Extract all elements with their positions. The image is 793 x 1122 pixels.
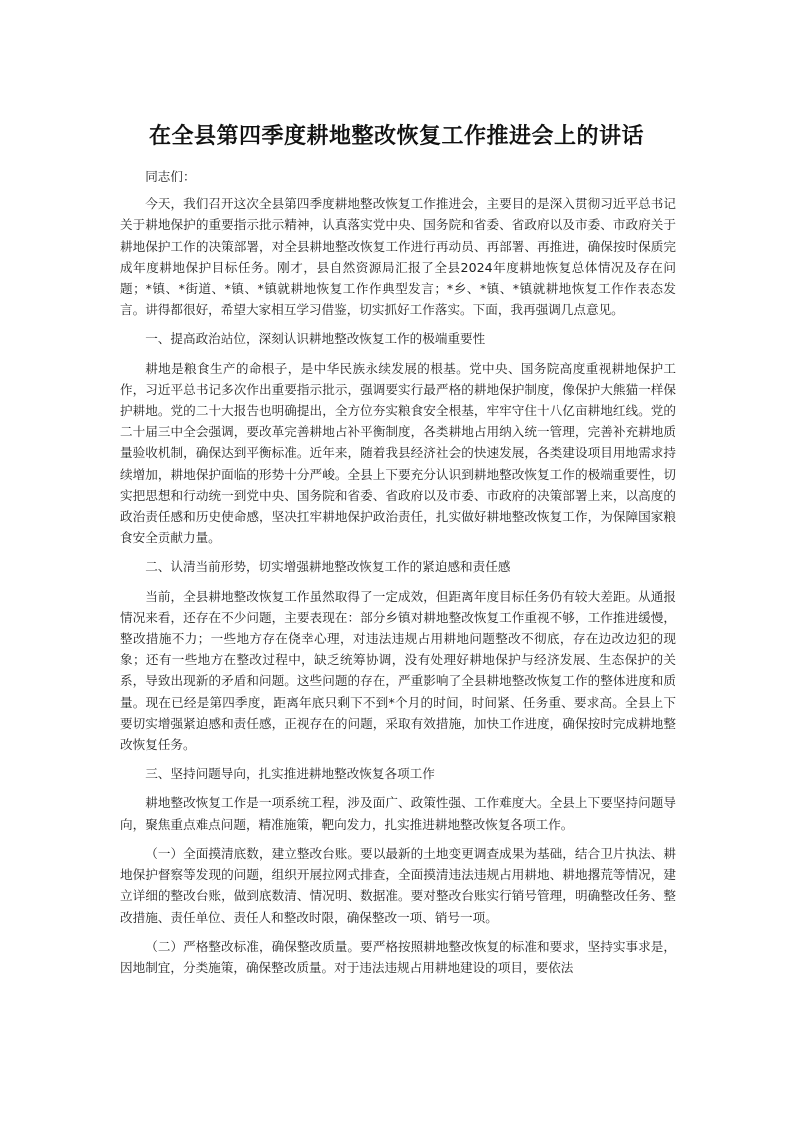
- document-body: [120, 166, 676, 986]
- paragraph-subsection-1: （一）全面摸清底数，建立整改台账。要以最新的土地变更调查成果为基础，结合卫片执法、耕地保护督察等发现的问题，组织开展拉网式排查，全面摸清违法违规占用耕地、耕地撂荒等情况，建立详细的整改台账，做到底数清、情况明、数据准。要对整改台账实行销号管理，明确整改任务、整改措施、责任单位、责任人和整改时限，确保整改一项、销号一项。: [120, 845, 676, 925]
- paragraph-section-3-intro: 耕地整改恢复工作是一项系统工程，涉及面广、政策性强、工作难度大。全县上下要坚持问题导向，聚焦重点难点问题，精准施策，靶向发力，扎实推进耕地整改恢复各项工作。: [120, 795, 676, 832]
- paragraph-subsection-2: （二）严格整改标准，确保整改质量。要严格按照耕地整改恢复的标准和要求，坚持实事求是，因地制宜，分类施策，确保整改质量。对于违法违规占用耕地建设的项目，要依法: [120, 938, 676, 975]
- document-title: 在全县第四季度耕地整改恢复工作推进会上的讲话: [148, 123, 644, 149]
- section-heading-1: 一、提高政治站位，深刻认识耕地整改恢复工作的极端重要性: [145, 331, 486, 347]
- salutation: 同志们：: [145, 169, 196, 184]
- paragraph-opening: 今天，我们召开这次全县第四季度耕地整改恢复工作推进会，主要目的是深入贯彻习近平总书记关于耕地保护的重要指示批示精神，认真落实党中央、国务院和省委、省政府以及市委、市政府关于耕地保护工作的决策部署，对全县耕地整改恢复工作进行再动员、再部署、再推进，确保按时保质完成年度耕地保护目标任务。刚才，县自然资源局汇报了全县2024年度耕地恢复总体情况及存在问题；*镇、*街道、*镇、*镇就耕地恢复工作作典型发言；*乡、*镇、*镇就耕地恢复工作作表态发言。讲得都很好，希望大家相互学习借鉴，切实抓好工作落实。下面，我再强调几点意见。: [120, 196, 676, 318]
- paragraph-section-2: 当前，全县耕地整改恢复工作虽然取得了一定成效，但距离年度目标任务仍有较大差距。从通报情况来看，还存在不少问题，主要表现在：部分乡镇对耕地整改恢复工作重视不够，工作推进缓慢，整改措施不力；一些地方存在侥幸心理，对违法违规占用耕地问题整改不彻底，存在边改边犯的现象；还有一些地方在整改过程中，缺乏统筹协调，没有处理好耕地保护与经济发展、生态保护的关系，导致出现新的矛盾和问题。这些问题的存在，严重影响了全县耕地整改恢复工作的整体进度和质量。现在已经是第四季度，距离年底只剩下不到*个月的时间，时间紧、任务重、要求高。全县上下要切实增强紧迫感和责任感，正视存在的问题，采取有效措施，加快工作进度，确保按时完成耕地整改恢复任务。: [120, 588, 676, 753]
- section-heading-2: 二、认清当前形势，切实增强耕地整改恢复工作的紧迫感和责任感: [145, 559, 511, 575]
- paragraph-section-1: 耕地是粮食生产的命根子，是中华民族永续发展的根基。党中央、国务院高度重视耕地保护工作，习近平总书记多次作出重要指示批示，强调要实行最严格的耕地保护制度，像保护大熊猫一样保护耕地。党的二十大报告也明确提出，全方位夯实粮食安全根基，牢牢守住十八亿亩耕地红线。党的二十届三中全会强调，要改革完善耕地占补平衡制度，各类耕地占用纳入统一管理，完善补充耕地质量验收机制，确保达到平衡标准。近年来，随着我县经济社会的快速发展，各类建设项目用地需求持续增加，耕地保护面临的形势十分严峻。全县上下要充分认识到耕地整改恢复工作的极端重要性，切实把思想和行动统一到党中央、国务院和省委、省政府以及市委、市政府的决策部署上来，以高度的政治责任感和历史使命感，坚决扛牢耕地保护政治责任，扎实做好耕地整改恢复工作，为保障国家粮食安全贡献力量。: [120, 360, 676, 546]
- section-heading-3: 三、坚持问题导向，扎实推进耕地整改恢复各项工作: [145, 766, 435, 782]
